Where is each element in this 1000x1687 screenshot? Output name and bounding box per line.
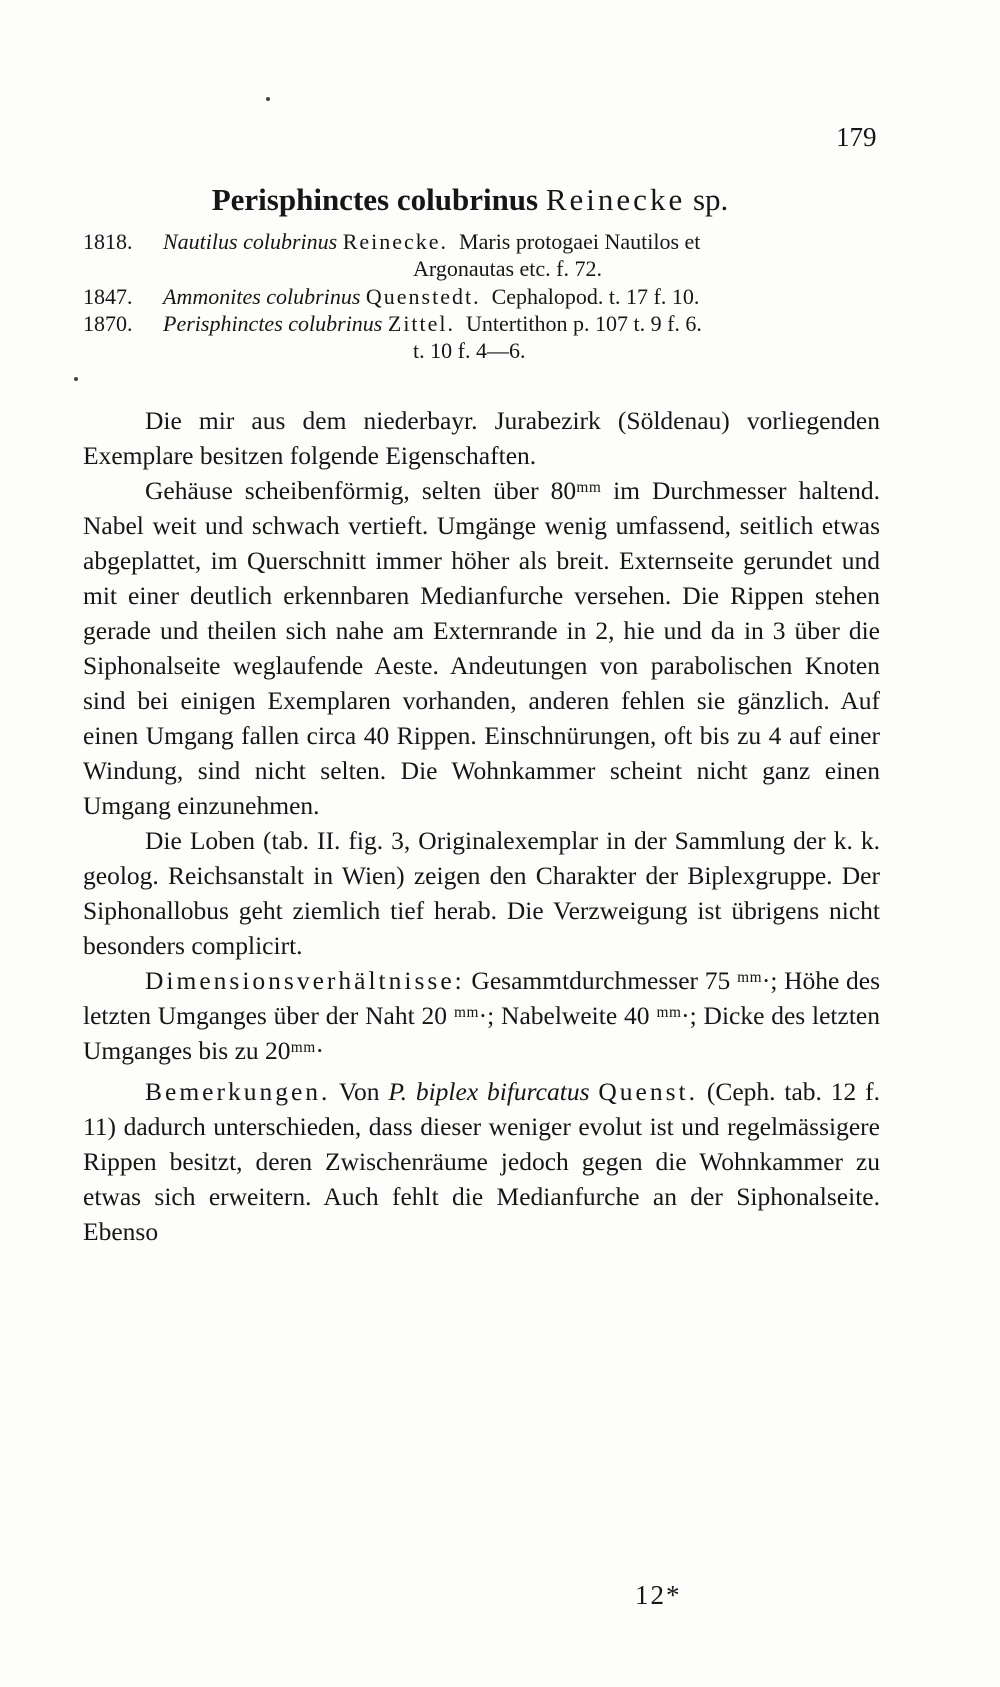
page-number: 179 bbox=[836, 122, 877, 152]
paragraph-description: Gehäuse scheibenförmig, selten über 80ᵐᵐ im Durchmesser haltend. Nabel weit und schwach vertieft. Umgänge wenig umfassend, seitlich etwas abgeplattet, im Querschnitt immer höher als breit. Externseite gerundet und mit einer deutlich erkennbaren Medianfurche versehen. Die Rippen stehen gerade und theilen sich nahe am Externrande in 2, hie und da in 3 über die Siphonalseite weglaufende Aeste. Andeutungen von parabolischen Knoten sind bei einigen Exemplaren vorhanden, anderen fehlen sie gänzlich. Auf einen Umgang fallen circa 40 Rippen. Einschnürungen, oft bis zu 4 auf einer Windung, sind nicht selten. Die Wohnkammer scheint nicht ganz einen Umgang einzunehmen. bbox=[83, 476, 880, 820]
synonymy-reference: Maris protogaei Nautilos et bbox=[459, 229, 701, 254]
signature-mark: 12* bbox=[635, 1580, 682, 1610]
synonymy-species: Perisphinctes colubrinus bbox=[163, 311, 383, 336]
synonymy-year: 1847. bbox=[83, 284, 133, 309]
synonymy-species: Nautilus colubrinus bbox=[163, 229, 338, 254]
species-heading bbox=[0, 182, 940, 218]
synonymy-reference-continued: t. 10 f. 4—6. bbox=[413, 338, 526, 363]
remarks-species: P. biplex bifurcatus bbox=[388, 1077, 590, 1106]
synonymy-entry bbox=[83, 310, 883, 364]
synonymy-author: Zittel. bbox=[387, 311, 456, 336]
paragraph-remarks bbox=[83, 1074, 880, 1249]
remarks-label: Bemerkungen. bbox=[145, 1077, 331, 1106]
synonymy-author: Quenstedt. bbox=[365, 284, 481, 309]
remarks-author: Quenst. bbox=[598, 1077, 698, 1106]
species-author: Reinecke bbox=[545, 182, 686, 217]
remarks-text: (Ceph. tab. 12 f. 11) dadurch unterschieden, dass dieser weniger evolut ist und regelmässigere Rippen besitzt, deren Zwischenräume jedoch gegen die Wohnkammer zu etwas sich erweitern. Auch fehlt die Medianfurche an der Siphonalseite. Ebenso bbox=[83, 1077, 881, 1246]
ink-speck bbox=[74, 377, 78, 381]
paragraph-lobes: Die Loben (tab. II. fig. 3, Originalexemplar in der Sammlung der k. k. geolog. Reichsanstalt in Wien) zeigen den Charakter der Biplexgruppe. Der Siphonallobus geht ziemlich tief herab. Die Verzweigung ist übrigens nicht besonders complicirt. bbox=[83, 826, 880, 960]
ink-speck bbox=[266, 97, 270, 101]
synonymy-entry bbox=[83, 283, 883, 310]
remarks-intro: Von bbox=[338, 1077, 380, 1106]
synonymy-author: Reinecke. bbox=[342, 229, 449, 254]
synonymy-reference: Untertithon p. 107 t. 9 f. 6. bbox=[466, 311, 702, 336]
paragraph-material: Die mir aus dem niederbayr. Jurabezirk (Söldenau) vorliegenden Exemplare besitzen folgende Eigenschaften. bbox=[83, 406, 880, 470]
synonymy-year: 1870. bbox=[83, 311, 133, 336]
synonymy-species: Ammonites colubrinus bbox=[163, 284, 361, 309]
synonymy-entry bbox=[83, 228, 883, 282]
species-name: Perisphinctes colubrinus bbox=[211, 182, 539, 217]
body-text bbox=[83, 403, 880, 1249]
synonymy-reference-continued: Argonautas etc. f. 72. bbox=[413, 256, 602, 281]
dimensions-label: Dimensionsverhältnisse: bbox=[145, 966, 465, 995]
species-suffix: sp. bbox=[692, 182, 729, 217]
synonymy-reference: Cephalopod. t. 17 f. 10. bbox=[491, 284, 700, 309]
paragraph-dimensions bbox=[83, 963, 880, 1068]
synonymy-year: 1818. bbox=[83, 229, 133, 254]
dimensions-values: Gesammtdurchmesser 75 ᵐᵐ·; Höhe des letzten Umganges über der Naht 20 ᵐᵐ·; Nabelweite 40 ᵐᵐ·; Dicke des letzten Umganges bis zu 20ᵐᵐ· bbox=[83, 966, 881, 1065]
